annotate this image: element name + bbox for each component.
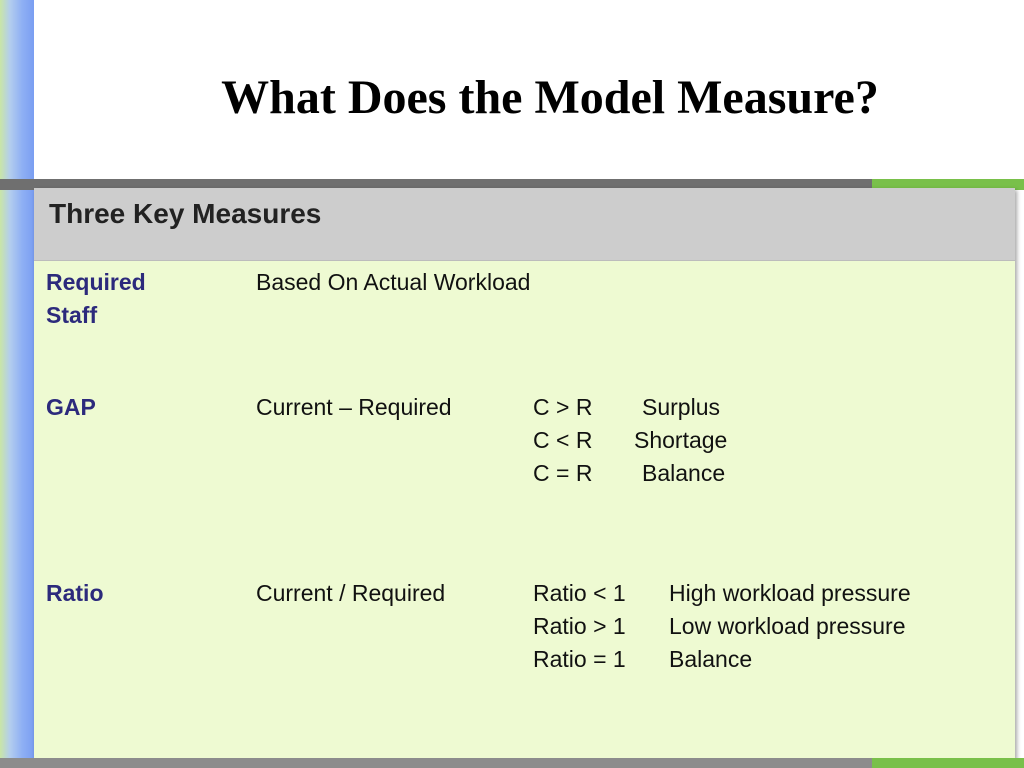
ratio-condition-expr: Ratio = 1 xyxy=(533,646,626,672)
row-label-gap: GAP xyxy=(46,394,96,420)
slide-title: What Does the Model Measure? xyxy=(221,71,879,124)
ratio-condition-expr: Ratio > 1 xyxy=(533,613,626,639)
ratio-condition-meaning: High workload pressure xyxy=(669,580,911,606)
bottom-divider-green xyxy=(872,758,1024,768)
gap-condition-expr: C > R xyxy=(533,394,593,420)
row-definition-required-staff: Based On Actual Workload xyxy=(256,269,531,295)
gap-condition-meaning: Balance xyxy=(642,460,726,486)
row-label-line1: Required xyxy=(46,269,146,295)
row-definition-ratio: Current / Required xyxy=(256,580,446,606)
row-label-line2: Staff xyxy=(46,302,98,328)
row-label-ratio: Ratio xyxy=(46,580,104,606)
gap-condition-expr: C = R xyxy=(533,460,593,486)
gap-condition-meaning: Surplus xyxy=(642,394,720,420)
ratio-condition-expr: Ratio < 1 xyxy=(533,580,626,606)
gap-condition-expr: C < R xyxy=(533,427,593,453)
gap-condition-meaning: Shortage xyxy=(634,427,728,453)
row-label-required-staff xyxy=(46,266,146,332)
bottom-divider-gray xyxy=(0,758,872,768)
ratio-condition-meaning: Low workload pressure xyxy=(669,613,906,639)
row-definition-gap: Current – Required xyxy=(256,394,452,420)
panel-header xyxy=(34,188,1015,261)
measures-panel xyxy=(34,188,1015,759)
left-accent-bar xyxy=(0,0,34,768)
panel-heading: Three Key Measures xyxy=(49,198,322,229)
ratio-condition-meaning: Balance xyxy=(669,646,753,672)
